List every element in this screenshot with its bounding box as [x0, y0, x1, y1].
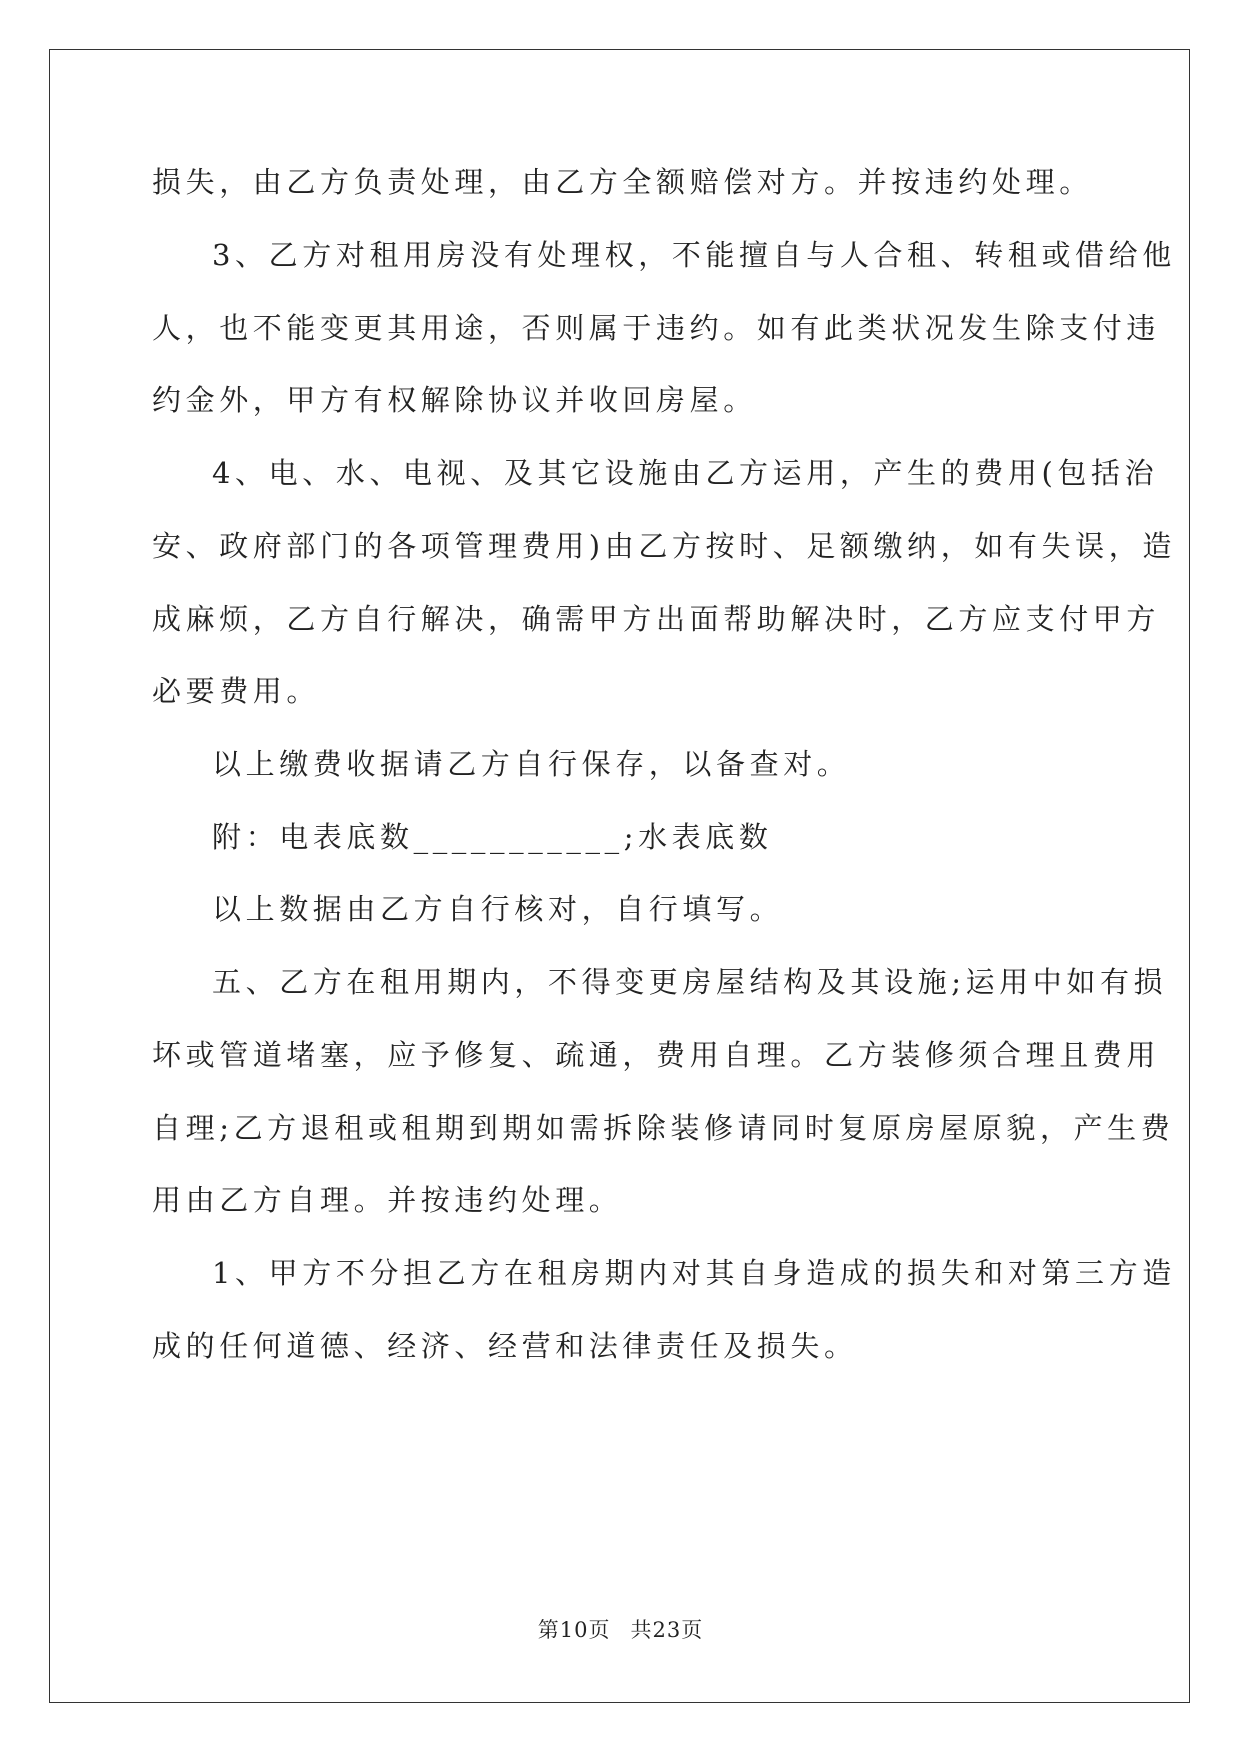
text-line-4: 约金外，甲方有权解除协议并收回房屋。 [152, 383, 757, 417]
text-line-1: 损失，由乙方负责处理，由乙方全额赔偿对方。并按违约处理。 [152, 165, 1093, 199]
text-line-9: 以上缴费收据请乙方自行保存，以备查对。 [212, 747, 851, 781]
text-line-3: 人，也不能变更其用途，否则属于违约。如有此类状况发生除支付违 [152, 311, 1161, 345]
page-border [49, 49, 1190, 1703]
page-number-total: 共23页 [630, 1618, 704, 1642]
page-footer [0, 1614, 1241, 1644]
text-line-6: 安、政府部门的各项管理费用)由乙方按时、足额缴纳，如有失误，造 [152, 529, 1176, 563]
text-line-7: 成麻烦，乙方自行解决，确需甲方出面帮助解决时，乙方应支付甲方 [152, 602, 1161, 636]
text-line-14: 自理;乙方退租或租期到期如需拆除装修请同时复原房屋原貌，产生费 [152, 1111, 1175, 1145]
text-line-15: 用由乙方自理。并按违约处理。 [152, 1183, 623, 1217]
text-line-8: 必要费用。 [152, 674, 321, 708]
text-line-5: 4、电、水、电视、及其它设施由乙方运用，产生的费用(包括治 [212, 456, 1159, 490]
text-line-2: 3、乙方对租用房没有处理权，不能擅自与人合租、转租或借给他 [212, 238, 1176, 272]
text-line-13: 坏或管道堵塞，应予修复、疏通，费用自理。乙方装修须合理且费用 [152, 1038, 1161, 1072]
text-line-10: 附：电表底数___________;水表底数 [212, 820, 773, 854]
page-number-current: 第10页 [537, 1618, 611, 1642]
text-line-16: 1、甲方不分担乙方在租房期内对其自身造成的损失和对第三方造 [212, 1256, 1176, 1290]
text-line-17: 成的任何道德、经济、经营和法律责任及损失。 [152, 1329, 858, 1363]
text-line-11: 以上数据由乙方自行核对，自行填写。 [212, 892, 784, 926]
text-line-12: 五、乙方在租用期内，不得变更房屋结构及其设施;运用中如有损 [212, 965, 1168, 999]
